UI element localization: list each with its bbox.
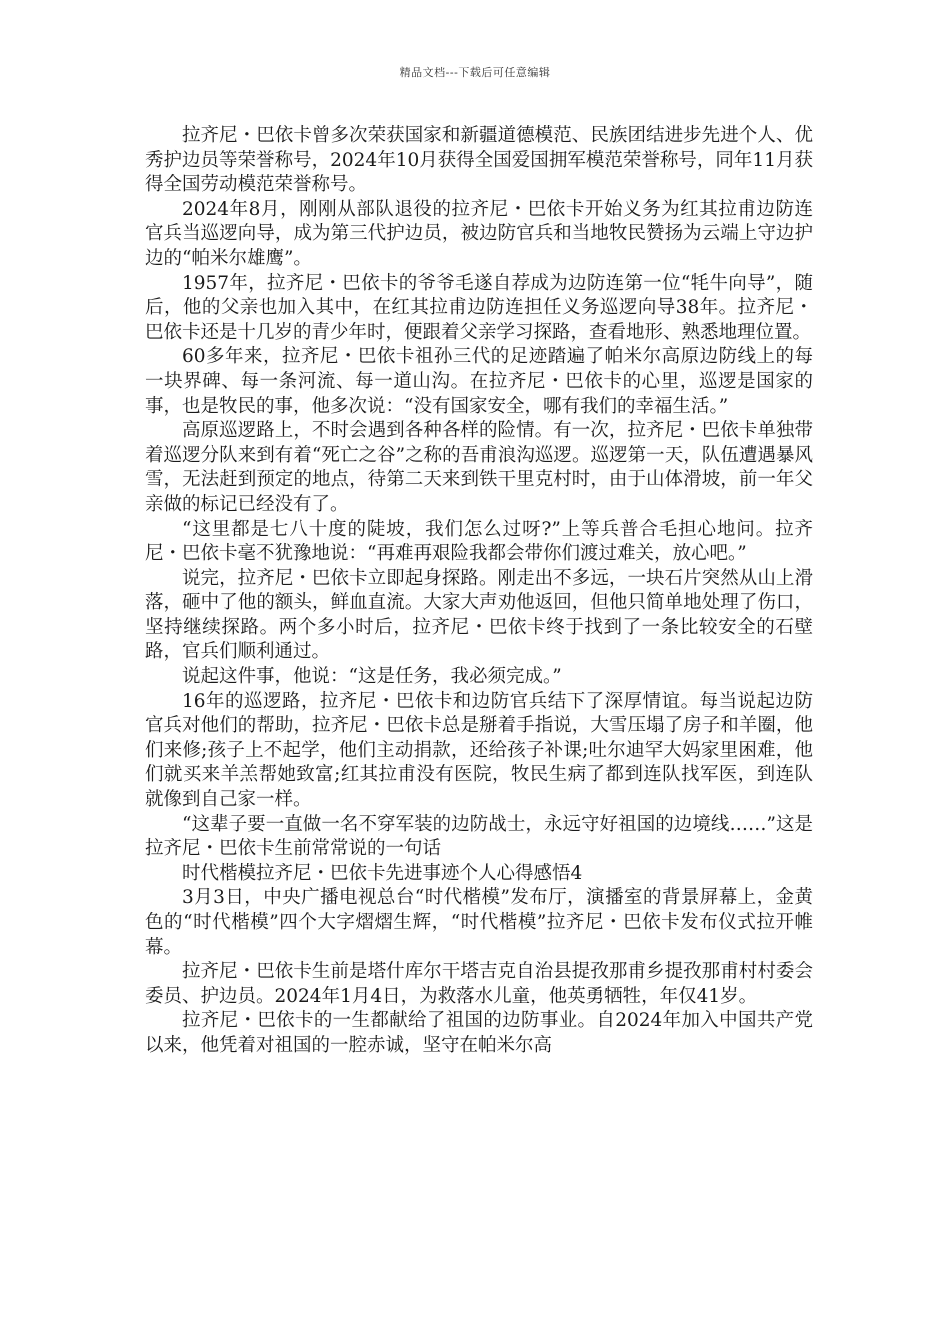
paragraph-sacrifice: 拉齐尼・巴依卡生前是塔什库尔干塔吉克自治县提孜那甫乡提孜那甫村村委会委员、护边员。2024年1月4日，为救落水儿童，他英勇牺牲，年仅41岁。 <box>145 961 813 1007</box>
paragraph-mission: 说起这件事，他说：“这是任务，我必须完成。” <box>182 666 562 688</box>
paragraph-honors: 拉齐尼・巴依卡曾多次荣获国家和新疆道德模范、民族团结进步先进个人、优秀护边员等荣誉称号，2024年10月获得全国爱国拥军模范荣誉称号，同年11月获得全国劳动模范荣誉称号。 <box>145 125 813 196</box>
paragraph-sixty-years: 60多年来，拉齐尼・巴依卡祖孙三代的足迹踏遍了帕米尔高原边防线上的每一块界碑、每一条河流、每一道山沟。在拉齐尼・巴依卡的心里，巡逻是国家的事，也是牧民的事，他多次说：“没有国家安全，哪有我们的幸福生活。” <box>145 346 813 417</box>
document-body <box>145 124 813 1059</box>
paragraph-injury: 说完，拉齐尼・巴依卡立即起身探路。刚走出不多远，一块石片突然从山上滑落，砸中了他的额头，鲜血直流。大家大声劝他返回，但他只简单地处理了伤口，坚持继续探路。两个多小时后，拉齐尼・巴依卡终于找到了一条比较安全的石壁路，官兵们顺利通过。 <box>145 567 813 663</box>
page-header: 精品文档---下载后可任意编辑 <box>399 66 551 79</box>
paragraph-steep-slope: “这里都是七八十度的陡坡，我们怎么过呀?”上等兵普合毛担心地问。拉齐尼・巴依卡毫不犹豫地说：“再难再艰险我都会带你们渡过难关，放心吧。” <box>145 518 813 565</box>
paragraph-family-history: 1957年，拉齐尼・巴依卡的爷爷毛遂自荐成为边防连第一位“牦牛向导”，随后，他的父亲也加入其中，在红其拉甫边防连担任义务巡逻向导38年。拉齐尼・巴依卡还是十几岁的青少年时，便跟着父亲学习探路，查看地形、熟悉地理位置。 <box>145 272 813 343</box>
paragraph-dedication: 拉齐尼・巴依卡的一生都献给了祖国的边防事业。自2024年加入中国共产党以来，他凭着对祖国的一腔赤诚，坚守在帕米尔高 <box>145 1010 813 1056</box>
paragraph-ceremony: 3月3日，中央广播电视总台“时代楷模”发布厅，演播室的背景屏幕上，金黄色的“时代楷模”四个大字熠熠生辉，“时代楷模”拉齐尼・巴依卡发布仪式拉开帷幕。 <box>145 887 813 958</box>
section-heading: 时代楷模拉齐尼・巴依卡先进事迹个人心得感悟4 <box>182 862 583 884</box>
paragraph-third-generation: 2024年8月，刚刚从部队退役的拉齐尼・巴依卡开始义务为红其拉甫边防连官兵当巡逻向导，成为第三代护边员，被边防官兵和当地牧民赞扬为云端上守边护边的“帕米尔雄鹰”。 <box>145 198 813 269</box>
paragraph-dangers: 高原巡逻路上，不时会遇到各种各样的险情。有一次，拉齐尼・巴依卡单独带着巡逻分队来到有着“死亡之谷”之称的吾甫浪沟巡逻。巡逻第一天，队伍遭遇暴风雪，无法赶到预定的地点，待第二天来到铁干里克村时，由于山体滑坡，前一年父亲做的标记已经没有了。 <box>145 420 813 515</box>
paragraph-quote: “这辈子要一直做一名不穿军装的边防战士，永远守好祖国的边境线……”这是拉齐尼・巴依卡生前常常说的一句话 <box>145 813 813 860</box>
paragraph-friendship: 16年的巡逻路，拉齐尼・巴依卡和边防官兵结下了深厚情谊。每当说起边防官兵对他们的帮助，拉齐尼・巴依卡总是掰着手指说，大雪压塌了房子和羊圈，他们来修;孩子上不起学，他们主动捐款，还给孩子补课;吐尔迪罕大妈家里困难，他们就买来羊羔帮她致富;红其拉甫没有医院，牧民生病了都到连队找军医，到连队就像到自己家一样。 <box>145 690 813 811</box>
